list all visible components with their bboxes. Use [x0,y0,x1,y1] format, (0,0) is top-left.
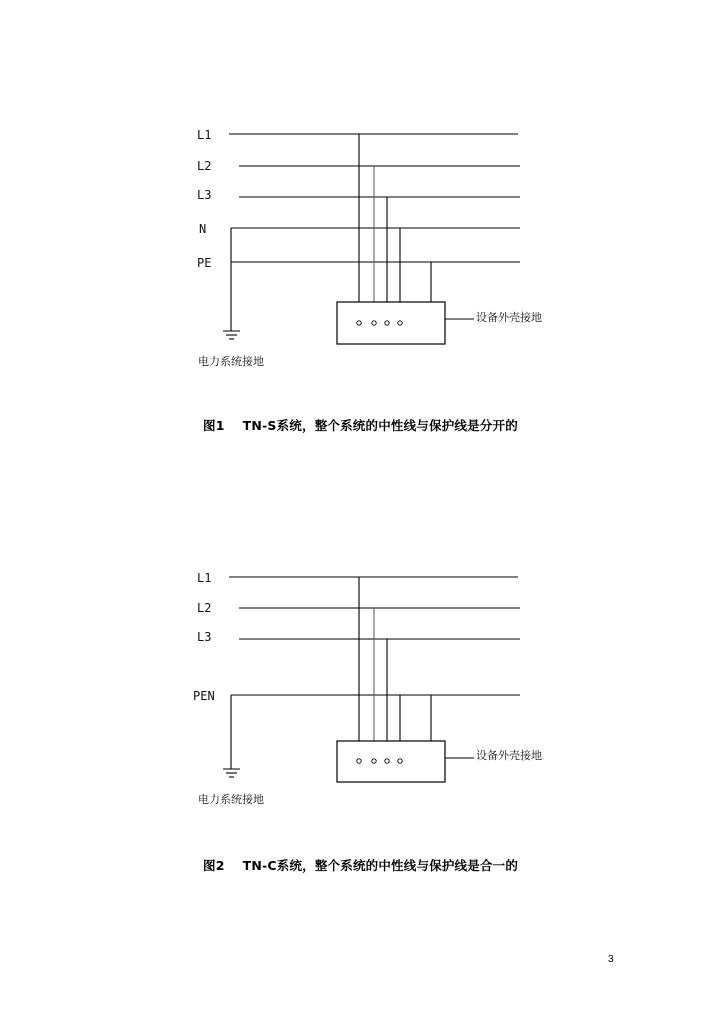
line-label-l2: L2 [197,601,212,615]
line-label-l3: L3 [197,188,212,202]
system-ground-label: 电力系统接地 [198,793,264,806]
figure-2-tn-c-diagram [0,562,724,892]
terminal-l3 [385,759,389,763]
terminal-l1 [357,321,361,325]
figure-1-caption [203,416,518,434]
equipment-ground-label: 设备外壳接地 [476,749,542,762]
equipment-box [337,741,445,782]
line-label-l1: L1 [197,128,212,142]
figure-1-tn-s-diagram [0,120,724,450]
terminal-l3 [385,321,389,325]
figure-1-wiring-svg [0,120,724,360]
terminal-n [398,759,402,763]
ground-symbol-icon [223,769,240,777]
system-ground-label: 电力系统接地 [198,355,264,368]
terminal-l2 [372,321,376,325]
line-label-pe: PE [197,256,212,270]
caption-number: 图1 [203,418,225,433]
terminal-n [398,321,402,325]
caption-text: TN-S系统，整个系统的中性线与保护线是分开的 [242,418,518,433]
line-label-n: N [199,222,207,236]
figure-2-wiring-svg [0,562,724,802]
terminal-l2 [372,759,376,763]
line-label-l1: L1 [197,571,212,585]
caption-text: TN-C系统，整个系统的中性线与保护线是合一的 [242,858,519,873]
page-number: 3 [608,954,614,965]
equipment-ground-label: 设备外壳接地 [476,311,542,324]
terminal-l1 [357,759,361,763]
line-label-l2: L2 [197,159,212,173]
figure-2-caption [203,856,518,874]
line-label-pen: PEN [193,689,215,703]
caption-number: 图2 [203,858,225,873]
equipment-box [337,302,445,344]
ground-symbol-icon [223,331,240,339]
line-label-l3: L3 [197,630,212,644]
